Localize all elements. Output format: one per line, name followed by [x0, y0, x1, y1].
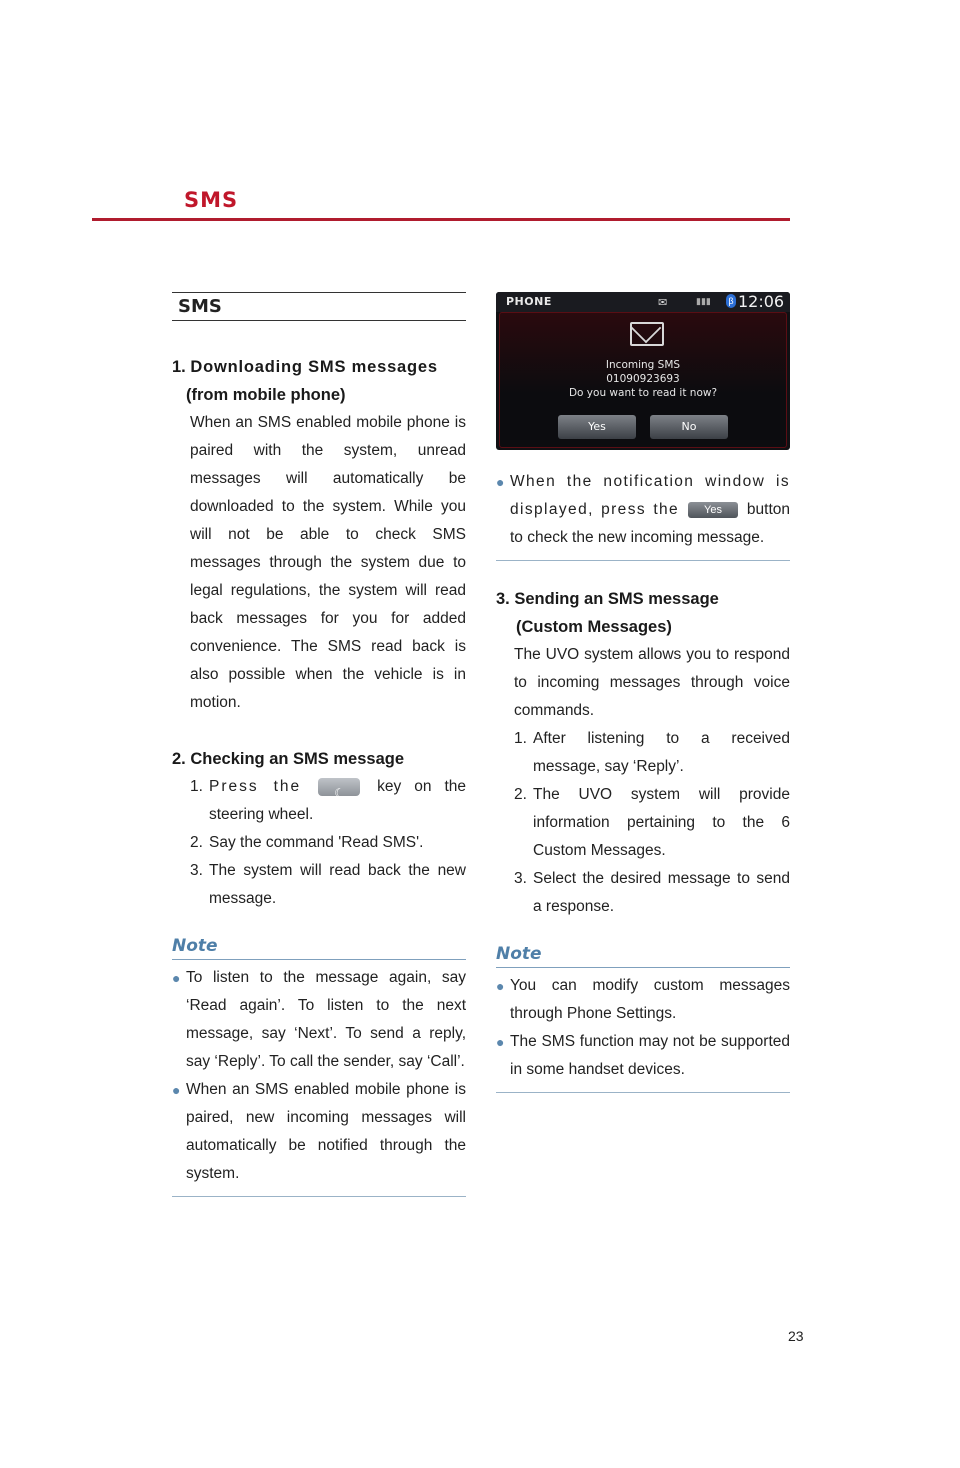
dialog-line1: Incoming SMS: [605, 359, 681, 371]
step-text: After listening to a received message, say ‘Reply’.: [533, 730, 790, 775]
bullet-dot-icon: ●: [172, 1082, 181, 1098]
step-number: 2.: [514, 786, 527, 803]
item1-title-line1: Downloading SMS messages: [190, 358, 438, 376]
incoming-sms-dialog: [499, 312, 787, 448]
item1-number: 1.: [172, 358, 186, 376]
item3-body: The UVO system allows you to respond to incoming messages through voice commands.: [514, 646, 790, 719]
bluetooth-icon: β: [726, 294, 736, 308]
header-rule: [92, 218, 790, 221]
page-header-title: SMS: [184, 188, 239, 212]
note-bullet: [172, 964, 466, 1076]
item1-title-line2: (from mobile phone): [186, 386, 346, 404]
item3-step3: [514, 865, 790, 921]
screen-note-bullet: [496, 468, 790, 552]
left-column: [172, 292, 466, 1197]
envelope-icon: ✉: [658, 297, 668, 309]
screen-bar-label: PHONE: [506, 295, 552, 308]
dialog-line2: 01090923693: [606, 373, 680, 385]
item3-step2: [514, 781, 790, 865]
step-number: 3.: [514, 870, 527, 887]
screen-yes-button[interactable]: Yes: [558, 415, 636, 439]
step-text: Select the desired message to send a response.: [533, 870, 790, 915]
screen-status-bar: [496, 292, 790, 312]
item3-step1: [514, 725, 790, 781]
right-column: [496, 292, 790, 1093]
note-title: Note: [172, 935, 466, 960]
step1-text-post: key on the steering wheel.: [209, 778, 466, 823]
note-bullet: [496, 1028, 790, 1084]
yes-button-icon: Yes: [688, 502, 738, 518]
note-bullet-text: You can modify custom messages through Phone Settings.: [510, 977, 790, 1022]
bullet-dot-icon: ●: [496, 474, 505, 490]
section-title: SMS: [178, 296, 222, 317]
item1-heading: [172, 353, 466, 409]
item3-heading: [496, 585, 790, 641]
step-text: The system will read back the new message.: [209, 862, 466, 907]
note-bullet-text: When an SMS enabled mobile phone is paired, new incoming messages will automatically be notified through the system.: [186, 1081, 466, 1182]
step-text: The UVO system will provide information pertaining to the 6 Custom Messages.: [533, 786, 790, 859]
item1-body: When an SMS enabled mobile phone is paired with the system, unread messages will automatically be downloaded to the system. While you will not be able to check SMS messages through the system due to legal regulations, the system will read back messages for you for added convenience. The SMS read back is also possible when the vehicle is in motion.: [190, 414, 466, 711]
bullet-text-post: button to check the new incoming message.: [510, 501, 791, 546]
screen-no-button[interactable]: No: [650, 415, 728, 439]
phone-screen-image: [496, 292, 790, 450]
dialog-line3: Do you want to read it now?: [568, 387, 718, 399]
screen-clock: 12:06: [738, 292, 785, 311]
step-number: 1.: [514, 730, 527, 747]
item2-step3: [190, 857, 466, 913]
bullet-dot-icon: ●: [496, 1034, 505, 1050]
item3-title-line2: (Custom Messages): [516, 618, 672, 636]
note-end-rule: [496, 1084, 790, 1093]
section-header: [172, 292, 466, 321]
step-text: Say the command 'Read SMS'.: [209, 834, 424, 851]
voice-key-icon: ☾: [318, 778, 360, 796]
page-number: 23: [788, 1328, 804, 1344]
item2-heading: [172, 745, 466, 773]
note-title: Note: [496, 943, 790, 968]
bullet-text-pre: When the notification window is displayed, press the: [510, 473, 790, 518]
signal-icon: ▮▮▮: [696, 296, 711, 306]
item2-number: 2.: [172, 750, 186, 768]
envelope-icon: [630, 322, 664, 346]
bullet-dot-icon: ●: [172, 970, 181, 986]
item2-title: Checking an SMS message: [190, 750, 405, 768]
note-bullet: [496, 972, 790, 1028]
step-number: 3.: [190, 862, 203, 879]
item2-step2: [190, 829, 466, 857]
bullet-dot-icon: ●: [496, 978, 505, 994]
note-bullet-text: To listen to the message again, say ‘Read again’. To listen to the next message, say ‘Next’. To send a reply, say ‘Reply’. To call the sender, say ‘Call’.: [186, 969, 466, 1070]
item3-title-line1: Sending an SMS message: [514, 590, 719, 608]
bullet-end-rule: [496, 552, 790, 561]
item3-number: 3.: [496, 590, 510, 608]
item2-step1: [190, 773, 466, 829]
note-end-rule: [172, 1188, 466, 1197]
step-number: 1.: [190, 778, 203, 795]
step-number: 2.: [190, 834, 203, 851]
note-bullet-text: The SMS function may not be supported in some handset devices.: [510, 1033, 790, 1078]
step1-text-pre: Press the: [209, 778, 302, 795]
note-bullet: [172, 1076, 466, 1188]
